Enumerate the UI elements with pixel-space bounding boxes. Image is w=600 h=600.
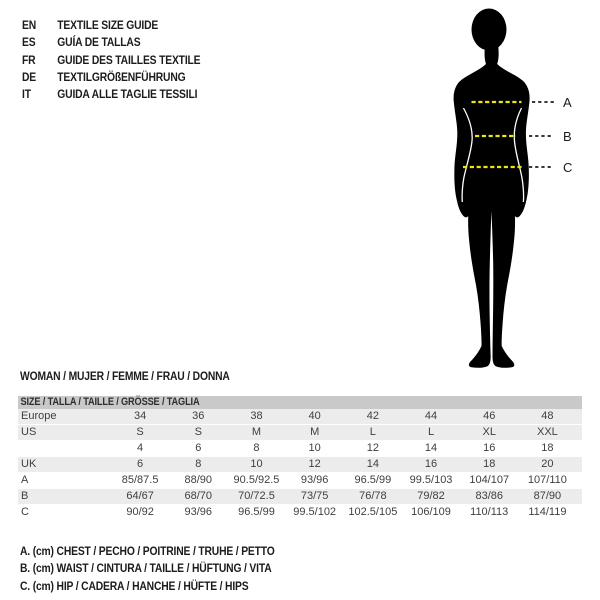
language-row xyxy=(22,69,200,86)
size-cell: 83/86 xyxy=(475,490,503,502)
size-cell: 14 xyxy=(366,458,379,470)
size-cell: 107/110 xyxy=(527,474,567,486)
size-cell: L xyxy=(369,426,376,438)
size-cell: XXL xyxy=(537,426,558,438)
language-code: FR xyxy=(22,52,36,67)
language-code: DE xyxy=(22,69,37,84)
size-cell: 76/78 xyxy=(359,490,387,502)
size-cell: 79/82 xyxy=(417,490,445,502)
table-row xyxy=(18,441,582,457)
row-label-cell: Europe xyxy=(21,410,57,422)
size-cell: 6 xyxy=(137,458,144,470)
size-cell: 110/113 xyxy=(470,506,509,518)
size-cell: 93/96 xyxy=(300,474,329,486)
language-title: TEXTILGRÖßENFÜHRUNG xyxy=(57,69,186,84)
size-cell: 106/109 xyxy=(411,506,451,518)
size-table-header-text: SIZE / TALLA / TAILLE / GRÖSSE / TAGLIA xyxy=(20,396,200,408)
language-code: IT xyxy=(22,87,31,102)
size-cell: 85/87.5 xyxy=(121,474,159,486)
size-cell: 70/72.5 xyxy=(238,490,275,502)
language-row xyxy=(22,52,200,69)
size-cell: 36 xyxy=(192,410,205,422)
language-title: GUIDE DES TAILLES TEXTILE xyxy=(57,52,201,67)
size-cell: 73/75 xyxy=(300,490,329,502)
size-cell: 14 xyxy=(424,442,438,454)
row-label-cell: A xyxy=(21,474,29,486)
size-cell: 38 xyxy=(250,410,263,422)
size-cell: 12 xyxy=(308,458,321,470)
size-table xyxy=(18,396,582,521)
table-row xyxy=(18,505,582,521)
language-title: GUIDA ALLE TAGLIE TESSILI xyxy=(57,87,198,102)
table-row xyxy=(18,425,582,441)
table-row xyxy=(18,473,582,489)
language-title: GUÍA DE TALLAS xyxy=(57,35,141,50)
size-cell: 104/107 xyxy=(469,474,510,486)
size-cell: 64/67 xyxy=(126,490,154,502)
size-cell: 87/90 xyxy=(533,490,562,502)
size-cell: 114/119 xyxy=(528,506,567,518)
size-cell: 16 xyxy=(483,442,496,454)
size-cell: 46 xyxy=(483,410,496,422)
size-cell: 10 xyxy=(308,442,321,454)
mark-label-chest: A xyxy=(563,95,572,110)
woman-silhouette-figure xyxy=(400,0,600,380)
woman-silhouette xyxy=(454,44,530,368)
mark-label-waist: B xyxy=(563,129,572,144)
size-cell: 12 xyxy=(366,442,379,454)
size-cell: 48 xyxy=(541,410,554,422)
size-cell: 16 xyxy=(424,458,438,470)
size-cell: 6 xyxy=(195,442,202,454)
size-cell: 42 xyxy=(366,410,379,422)
size-table-header xyxy=(18,396,582,409)
language-title: TEXTILE SIZE GUIDE xyxy=(57,18,159,32)
table-row xyxy=(18,489,582,505)
language-row xyxy=(22,17,200,34)
size-cell: 4 xyxy=(137,442,144,454)
table-row xyxy=(18,457,582,473)
language-code: ES xyxy=(22,35,36,50)
size-cell: 88/90 xyxy=(184,474,213,486)
section-title: WOMAN / MUJER / FEMME / FRAU / DONNA xyxy=(20,369,230,383)
size-cell: M xyxy=(251,426,262,438)
size-cell: 102.5/105 xyxy=(348,506,398,518)
size-cell: 96.5/99 xyxy=(354,474,392,486)
size-cell: 68/70 xyxy=(184,490,213,502)
language-list xyxy=(22,17,200,103)
size-table-body xyxy=(18,409,582,521)
size-cell: 20 xyxy=(541,458,554,470)
row-label-cell: UK xyxy=(21,458,37,470)
size-cell: L xyxy=(427,426,435,438)
size-cell: 40 xyxy=(308,410,321,422)
row-label-cell: C xyxy=(21,506,29,518)
row-label-cell xyxy=(18,441,111,456)
size-cell: S xyxy=(136,426,144,438)
table-row xyxy=(18,409,582,425)
legend-line: C. (cm) HIP / CADERA / HANCHE / HÜFTE / HIPS xyxy=(20,578,249,593)
size-cell: 90/92 xyxy=(126,506,154,518)
size-cell: 34 xyxy=(133,410,147,422)
language-code: EN xyxy=(22,18,37,32)
woman-silhouette-svg xyxy=(400,0,600,380)
size-cell: 8 xyxy=(195,458,202,470)
size-cell: 96.5/99 xyxy=(238,506,275,518)
size-cell: 93/96 xyxy=(184,506,213,518)
size-cell: 8 xyxy=(253,442,260,454)
size-cell: 90.5/92.5 xyxy=(233,474,280,486)
size-cell: XL xyxy=(482,426,496,438)
measurement-legend xyxy=(20,543,275,595)
legend-line: B. (cm) WAIST / CINTURA / TAILLE / HÜFTUNG / VITA xyxy=(20,561,272,576)
size-cell: 44 xyxy=(424,410,438,422)
language-row xyxy=(22,86,200,103)
language-row xyxy=(22,34,200,51)
row-label-cell: B xyxy=(21,490,29,502)
size-cell: 18 xyxy=(483,458,496,470)
row-label-cell: US xyxy=(21,426,37,438)
size-cell: 18 xyxy=(541,442,554,454)
legend-line: A. (cm) CHEST / PECHO / POITRINE / TRUHE / PETTO xyxy=(20,544,275,558)
size-cell: 99.5/102 xyxy=(293,506,337,518)
mark-label-hip: C xyxy=(563,160,573,175)
size-cell: 99.5/103 xyxy=(409,474,453,486)
size-cell: 10 xyxy=(250,458,263,470)
size-cell: M xyxy=(310,426,320,438)
size-cell: S xyxy=(194,426,202,438)
